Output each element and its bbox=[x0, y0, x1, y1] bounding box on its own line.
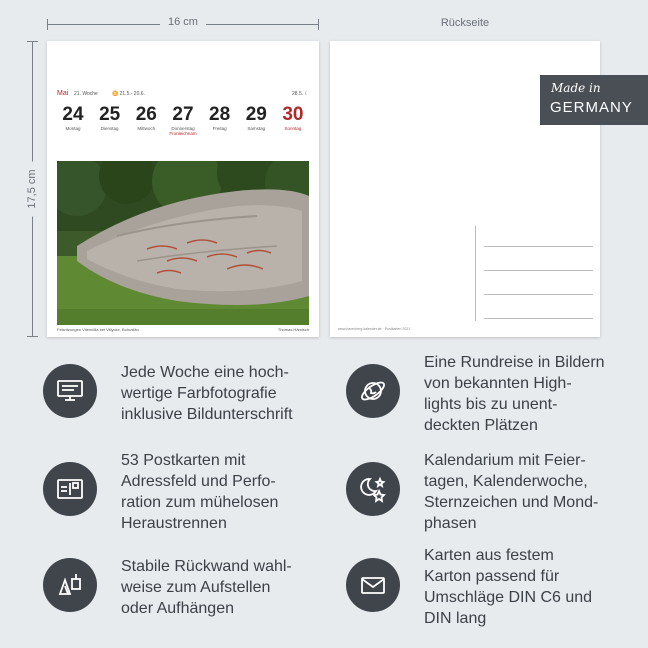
week-label: 21. Woche bbox=[74, 91, 98, 97]
day-name: Donnerstag bbox=[171, 126, 195, 131]
feature-text: Karten aus festem Karton passend für Umschläge DIN C6 und DIN lang bbox=[424, 547, 593, 627]
rock-carving-photo bbox=[57, 161, 309, 325]
feature-text: Kalendarium mit Feier- tagen, Kalenderwoche, Sternzeichen und Mond- phasen bbox=[424, 452, 599, 532]
holiday-label: Fronleichnam bbox=[169, 131, 197, 136]
feature-text: Stabile Rückwand wahl- weise zum Aufstellen oder Aufhängen bbox=[121, 558, 292, 617]
feature-text: 53 Postkarten mit Adressfeld und Perfo- ration zum mühelosen Heraustrennen bbox=[121, 452, 279, 532]
day-name: Freitag bbox=[212, 126, 227, 131]
moon-stars-icon bbox=[346, 462, 400, 516]
badge-country: GERMANY bbox=[550, 99, 633, 116]
photographer-credit: Thomas Hämisch bbox=[277, 327, 309, 332]
day-column bbox=[128, 104, 164, 136]
day-column bbox=[238, 104, 274, 136]
feature-text: Eine Rundreise in Bildern von bekannten High- lights bis zu unent- deckten Plätzen bbox=[424, 354, 605, 434]
height-label: 17,5 cm bbox=[26, 161, 38, 216]
photo-caption: Felsritzungen Vitemölla bei Vitlycke, Bohuslän bbox=[57, 327, 139, 332]
day-column bbox=[55, 104, 91, 136]
back-side-label: Rückseite bbox=[440, 17, 490, 29]
height-dimension bbox=[24, 41, 40, 337]
moon-phase-label: 28.5. ☾ bbox=[292, 91, 309, 97]
globe-icon bbox=[346, 364, 400, 418]
day-name: Montag bbox=[65, 126, 81, 131]
made-in-germany-badge bbox=[540, 75, 648, 125]
day-number: 27 bbox=[172, 104, 194, 125]
width-label: 16 cm bbox=[160, 16, 206, 28]
day-number: 28 bbox=[209, 104, 231, 125]
badge-made-in: Made in bbox=[551, 81, 601, 95]
day-name: Samstag bbox=[247, 126, 266, 131]
address-field bbox=[475, 226, 593, 321]
stand-hang-icon bbox=[43, 558, 97, 612]
day-number: 30 bbox=[282, 104, 304, 125]
week-days bbox=[55, 104, 311, 136]
day-column-sunday bbox=[275, 104, 311, 136]
day-number: 24 bbox=[62, 104, 84, 125]
day-name: Dienstag bbox=[100, 126, 119, 131]
monitor-icon bbox=[43, 364, 97, 418]
day-name: Sonntag bbox=[284, 126, 302, 131]
back-footer: www.harenberg-kalender.de · Postkarten 2021 bbox=[338, 327, 411, 331]
day-number: 29 bbox=[245, 104, 267, 125]
day-name: Mittwoch bbox=[137, 126, 156, 131]
feature-text: Jede Woche eine hoch- wertige Farbfotografie inklusive Bildunterschrift bbox=[121, 364, 293, 423]
envelope-icon bbox=[346, 558, 400, 612]
width-dimension bbox=[47, 16, 319, 32]
postcard-icon bbox=[43, 462, 97, 516]
day-column bbox=[202, 104, 238, 136]
postcard-front bbox=[47, 41, 319, 337]
day-number: 26 bbox=[135, 104, 157, 125]
zodiac-label: ♊ 21.5.- 20.6. bbox=[112, 91, 145, 97]
day-number: 25 bbox=[99, 104, 121, 125]
day-column bbox=[165, 104, 201, 136]
month-label: Mai bbox=[57, 90, 69, 97]
day-column bbox=[92, 104, 128, 136]
